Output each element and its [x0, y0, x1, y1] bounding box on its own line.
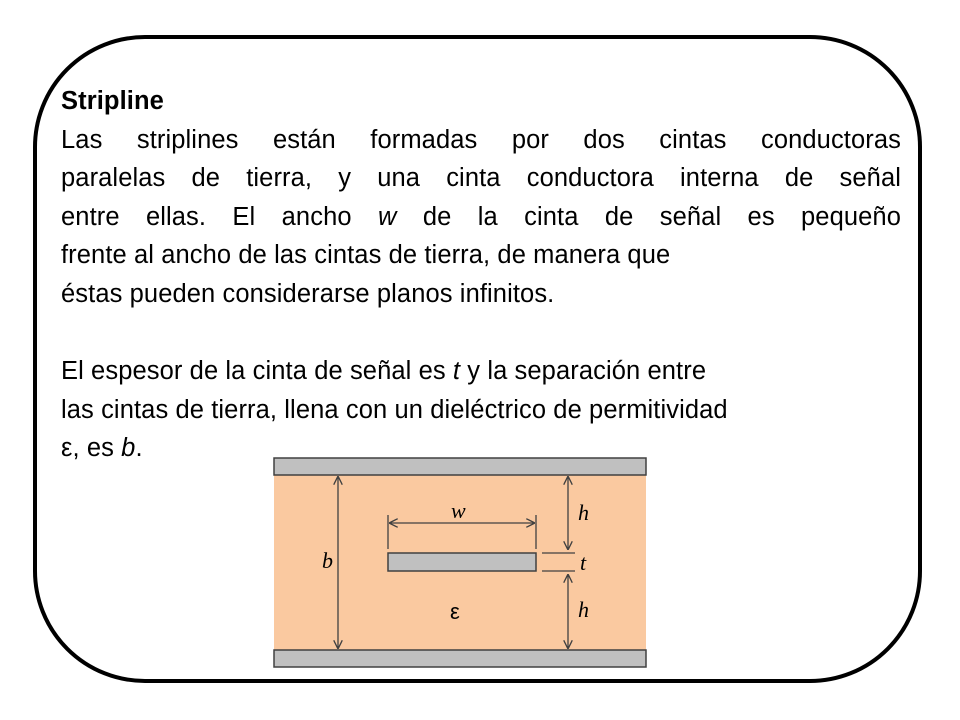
- bottom-ground-plane: [274, 650, 646, 667]
- symbol-t: t: [452, 357, 461, 386]
- p1-line-5: éstas pueden considerarse planos infinitos.: [61, 279, 555, 308]
- text-block: [61, 82, 901, 468]
- symbol-b: b: [121, 434, 136, 463]
- signal-strip: [388, 553, 536, 571]
- top-ground-plane: [274, 458, 646, 475]
- p2-line-2: las cintas de tierra, llena con un dieléctrico de permitividad: [61, 395, 728, 424]
- p1-line-2: paralelas de tierra, y una cinta conductora interna de señal: [61, 164, 901, 193]
- p1-line-3b: de la cinta de señal es pequeño: [396, 202, 902, 231]
- p2-line-1a: El espesor de la cinta de señal es: [61, 357, 453, 386]
- label-epsilon: ε: [450, 599, 460, 624]
- p1-line-3: [61, 198, 901, 237]
- paragraph-1: [61, 121, 901, 314]
- paragraph-gap: [61, 314, 901, 353]
- label-h-top: h: [578, 500, 589, 525]
- p2-line-1: [61, 352, 901, 391]
- label-h-bottom: h: [578, 597, 589, 622]
- p1-line-1: Las striplines están formadas por dos cintas conductoras: [61, 125, 901, 154]
- p1-line-4: frente al ancho de las cintas de tierra, de manera que: [61, 241, 671, 270]
- label-w: w: [451, 498, 466, 523]
- p1-line-3a: entre ellas. El ancho: [61, 202, 378, 231]
- slide-title: Stripline: [61, 87, 164, 115]
- p2-line-3a: ε, es: [61, 434, 122, 463]
- p2-line-1b: y la separación entre: [460, 357, 707, 386]
- symbol-w: w: [377, 202, 397, 231]
- paragraph-2: [61, 352, 901, 468]
- label-b: b: [322, 548, 333, 573]
- stripline-diagram: [270, 455, 650, 673]
- p2-line-3c: .: [135, 434, 143, 463]
- label-t: t: [580, 550, 587, 575]
